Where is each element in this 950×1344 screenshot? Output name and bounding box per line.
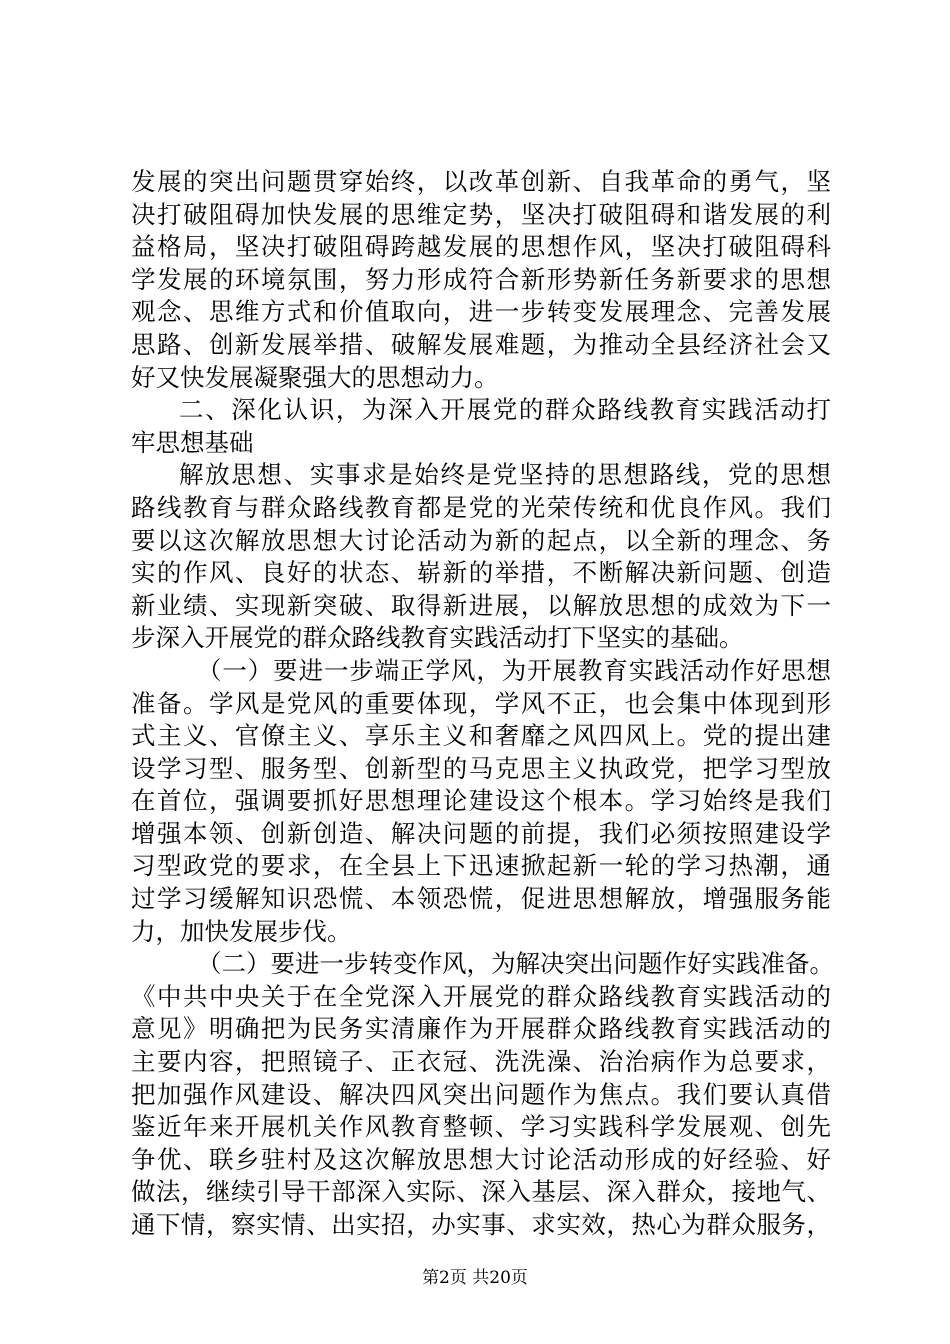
text-line: 思路、创新发展举措、破解发展难题，为推动全县经济社会又	[131, 329, 831, 359]
text-line: 学发展的环境氛围，努力形成符合新形势新任务新要求的思想	[131, 264, 831, 294]
text-line: （二）要进一步转变作风，为解决突出问题作好实践准备。	[197, 949, 834, 979]
text-line: 意见》明确把为民务实清廉作为开展群众路线教育实践活动的	[131, 1014, 831, 1044]
document-body	[131, 166, 834, 1242]
text-line: 实的作风、良好的状态、崭新的举措，不断解决新问题、创造	[131, 558, 831, 588]
text-line: 式主义、官僚主义、享乐主义和奢靡之风四风上。党的提出建	[131, 721, 831, 751]
text-line: 《中共中央关于在全党深入开展党的群众路线教育实践活动的	[131, 981, 831, 1011]
text-line: 解放思想、实事求是始终是党坚持的思想路线，党的思想	[179, 460, 831, 490]
text-line: 主要内容，把照镜子、正衣冠、洗洗澡、治治病作为总要求，	[131, 1047, 831, 1077]
text-line: 通下情，察实情、出实招，办实事、求实效，热心为群众服务，	[131, 1210, 831, 1239]
text-line: 新业绩、实现新突破、取得新进展，以解放思想的成效为下一	[131, 590, 831, 620]
text-line: 增强本领、创新创造、解决问题的前提，我们必须按照建设学	[131, 818, 831, 848]
text-line: 争优、联乡驻村及这次解放思想大讨论活动形成的好经验、好	[131, 1144, 831, 1174]
text-line: 二、深化认识，为深入开展党的群众路线教育实践活动打	[179, 395, 831, 425]
text-line: 设学习型、服务型、创新型的马克思主义执政党，把学习型放	[131, 753, 831, 783]
text-line: 做法，继续引导干部深入实际、深入基层、深入群众，接地气、	[131, 1177, 831, 1207]
text-line: 牢思想基础	[131, 427, 254, 457]
text-line: 发展的突出问题贯穿始终，以改革创新、自我革命的勇气，坚	[131, 167, 831, 196]
text-line: 步深入开展党的群众路线教育实践活动打下坚实的基础。	[131, 623, 744, 653]
text-line: 习型政党的要求，在全县上下迅速掀起新一轮的学习热潮，通	[131, 851, 831, 881]
text-line: 要以这次解放思想大讨论活动为新的起点，以全新的理念、务	[131, 525, 831, 555]
text-line: 路线教育与群众路线教育都是党的光荣传统和优良作风。我们	[131, 492, 831, 522]
text-line: 把加强作风建设、解决四风突出问题作为焦点。我们要认真借	[131, 1079, 831, 1109]
text-line: 力，加快发展步伐。	[131, 916, 352, 946]
text-line: 准备。学风是党风的重要体现，学风不正，也会集中体现到形	[131, 688, 831, 718]
text-line: 在首位，强调要抓好思想理论建设这个根本。学习始终是我们	[131, 786, 831, 816]
text-line: 鉴近年来开展机关作风教育整顿、学习实践科学发展观、创先	[131, 1112, 831, 1142]
text-line: 决打破阻碍加快发展的思维定势，坚决打破阻碍和谐发展的利	[131, 199, 831, 229]
text-line: 益格局，坚决打破阻碍跨越发展的思想作风，坚决打破阻碍科	[131, 232, 831, 262]
text-line: （一）要进一步端正学风，为开展教育实践活动作好思想	[197, 655, 831, 685]
text-line: 过学习缓解知识恐慌、本领恐慌，促进思想解放，增强服务能	[131, 884, 831, 914]
text-line: 好又快发展凝聚强大的思想动力。	[131, 362, 499, 392]
text-line: 观念、思维方式和价值取向，进一步转变发展理念、完善发展	[131, 297, 831, 327]
page-footer: 第2页 共20页	[422, 1268, 528, 1288]
